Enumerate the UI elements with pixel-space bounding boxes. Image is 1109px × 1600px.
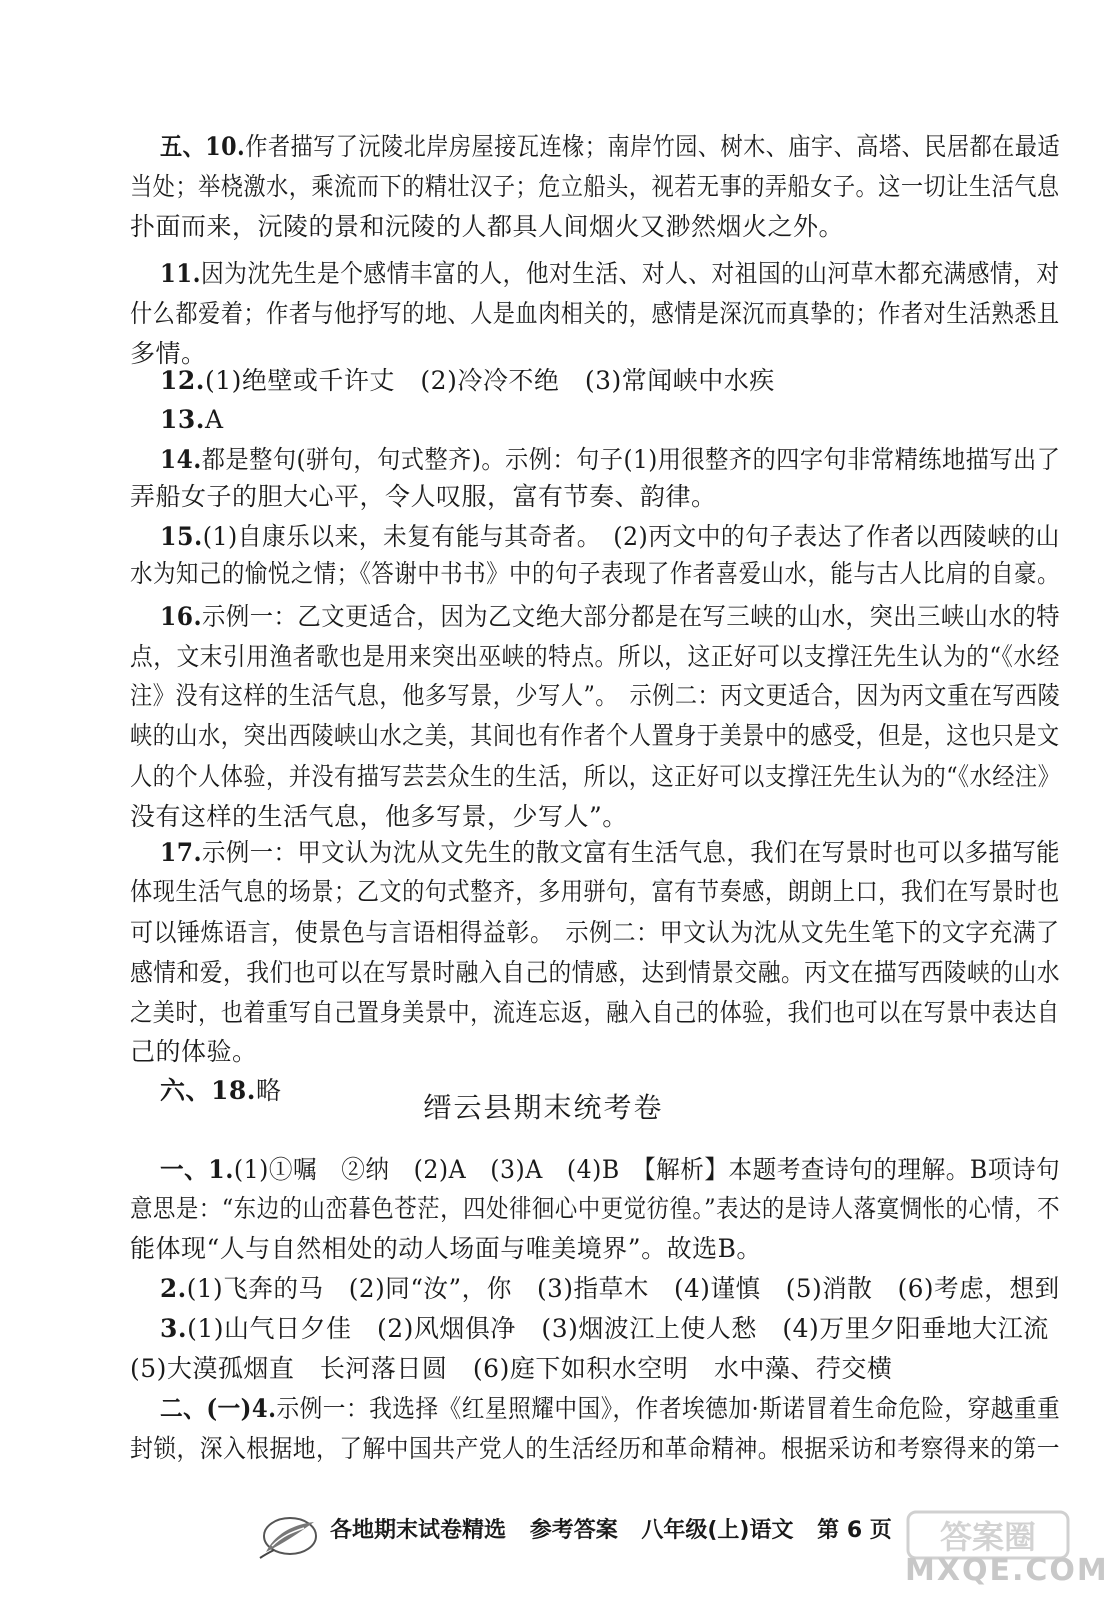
text-line <box>160 1153 1060 1187</box>
text-line <box>160 520 1060 554</box>
text-line <box>130 996 1060 1030</box>
line-text: A <box>205 405 224 434</box>
text-line <box>130 297 1060 331</box>
line-text: 意思是：“东边的山峦暮色苍茫，四处徘徊心中更觉彷徨。”表达的是诗人落寞惆怅的心情，不 <box>130 1194 1061 1223</box>
text-line <box>130 1232 762 1266</box>
text-line <box>130 679 1060 713</box>
question-number: 11. <box>160 259 201 288</box>
line-text: (1)自康乐以来，未复有能与其奇者。 (2)丙文中的句子表达了作者以西陵峡的山 <box>202 522 1060 551</box>
text-line <box>160 257 1060 291</box>
line-text: 可以锤炼语言，使景色与言语相得益彰。 示例二：甲文认为沈从文先生笔下的文字充满了 <box>130 918 1060 947</box>
footer-page-number: 第 6 页 <box>817 1518 892 1543</box>
line-text: 己的体验。 <box>130 1037 258 1066</box>
page-footer <box>330 1516 908 1546</box>
line-text: 作者描写了沅陵北岸房屋接瓦连椽；南岸竹园、树木、庙宇、高塔、民居都在最适 <box>245 132 1061 161</box>
line-text: 什么都爱着；作者与他抒写的地、人是血肉相关的，感情是深沉而真挚的；作者对生活熟悉且 <box>130 299 1060 328</box>
footer-label: 参考答案 <box>529 1518 618 1543</box>
line-text: 略 <box>256 1076 282 1105</box>
line-text: 体现生活气息的场景；乙文的句式整齐，多用骈句，富有节奏感，朗朗上口，我们在写景时也 <box>130 877 1060 906</box>
text-line <box>130 956 1060 990</box>
question-number: 二、(一)4. <box>160 1394 277 1423</box>
line-text: (1)①嘱 ②纳 (2)A (3)A (4)B 【解析】本题考查诗句的理解。B项诗句 <box>233 1155 1061 1184</box>
text-line <box>130 800 628 834</box>
text-line <box>130 875 1060 909</box>
text-line <box>130 170 1060 204</box>
footer-leaf-logo-icon <box>252 1506 322 1566</box>
question-number: 14. <box>160 445 202 474</box>
text-line <box>130 480 717 514</box>
question-number: 3. <box>160 1314 188 1343</box>
text-line <box>160 836 1060 870</box>
text-line <box>130 557 1060 591</box>
question-number: 12. <box>160 366 205 395</box>
text-line <box>160 1392 1060 1426</box>
line-text: 因为沈先生是个感情丰富的人，他对生活、对人、对祖国的山河草木都充满感情，对 <box>200 259 1060 288</box>
line-text: 注》没有这样的生活气息，他多写景，少写人”。 示例二：丙文更适合，因为丙文重在写西陵 <box>130 681 1061 710</box>
section-title: 缙云县期末统考卷 <box>423 1091 664 1124</box>
text-line <box>160 1312 1049 1346</box>
question-number: 15. <box>160 522 203 551</box>
line-text: 示例一：甲文认为沈从文先生的散文富有生活气息，我们在写景时也可以多描写能 <box>202 838 1061 867</box>
text-line <box>130 760 1060 794</box>
text-line <box>130 719 1060 753</box>
line-text: 之美时，也着重写自己置身美景中，流连忘返，融入自己的体验，我们也可以在写景中表达自 <box>130 998 1060 1027</box>
question-number: 六、18. <box>160 1076 256 1105</box>
line-text: 示例一：我选择《红星照耀中国》，作者埃德加·斯诺冒着生命危险，穿越重重 <box>276 1394 1061 1423</box>
line-text: 感情和爱，我们也可以在写景时融入自己的情感，达到情景交融。丙文在描写西陵峡的山水 <box>130 958 1061 987</box>
text-line <box>160 403 224 437</box>
footer-series: 各地期末试卷精选 <box>330 1518 507 1543</box>
line-text: 弄船女子的胆大心平，令人叹服，富有节奏、韵律。 <box>130 482 717 511</box>
text-line <box>130 916 1060 950</box>
text-line <box>160 443 1060 477</box>
line-text: 都是整句(骈句，句式整齐)。示例：句子(1)用很整齐的四字句非常精练地描写出了 <box>201 445 1061 474</box>
question-number: 13. <box>160 405 205 434</box>
line-text: 没有这样的生活气息，他多写景，少写人”。 <box>130 802 628 831</box>
watermark-brand: 答案圈 <box>939 1518 1037 1556</box>
line-text: (1)山气日夕佳 (2)风烟俱净 (3)烟波江上使人愁 (4)万里夕阳垂地大江流 <box>187 1314 1049 1343</box>
line-text: 扑面而来，沅陵的景和沅陵的人都具人间烟火又渺然烟火之外。 <box>130 212 845 241</box>
line-text: 多情。 <box>130 339 207 368</box>
text-line <box>160 364 775 398</box>
text-line <box>130 210 844 244</box>
line-text: 封锁，深入根据地，了解中国共产党人的生活经历和革命精神。根据采访和考察得来的第一 <box>130 1434 1061 1463</box>
line-text: 水为知己的愉悦之情；《答谢中书书》中的句子表现了作者喜爱山水，能与古人比肩的自豪。 <box>130 559 1061 588</box>
text-line <box>160 130 1060 164</box>
line-text: 人的个人体验，并没有描写芸芸众生的生活，所以，这正好可以支撑汪先生认为的“《水经注》 <box>130 762 1061 791</box>
line-text: 峡的山水，突出西陵峡山水之美，其间也有作者个人置身于美景中的感受，但是，这也只是文 <box>130 721 1060 750</box>
question-number: 一、1. <box>160 1155 234 1184</box>
question-number: 17. <box>160 838 203 867</box>
line-text: (1)飞奔的马 (2)同“汝”，你 (3)指草木 (4)谨慎 (5)消散 (6)考虑，想到 <box>186 1274 1060 1303</box>
line-text: (1)绝壁或千许丈 (2)冷冷不绝 (3)常闻峡中水疾 <box>205 366 775 395</box>
line-text: 点，文末引用渔者歌也是用来突出巫峡的特点。所以，这正好可以支撑汪先生认为的“《水经 <box>130 642 1060 671</box>
text-line <box>130 1352 892 1386</box>
question-number: 16. <box>160 602 203 631</box>
watermark-text: MXQE.COM <box>905 1553 1109 1588</box>
line-text: 示例一：乙文更适合，因为乙文绝大部分都是在写三峡的山水，突出三峡山水的特 <box>202 602 1061 631</box>
question-number: 五、10. <box>160 132 246 161</box>
line-text: 当处；举桡激水，乘流而下的精壮汉子；危立船头，视若无事的弄船女子。这一切让生活气息 <box>130 172 1060 201</box>
text-line <box>160 1272 1060 1306</box>
line-text: 能体现“人与自然相处的动人场面与唯美境界”。故选B。 <box>130 1234 762 1263</box>
line-text: (5)大漠孤烟直 长河落日圆 (6)庭下如积水空明 水中藻、荇交横 <box>130 1354 893 1383</box>
text-line <box>130 640 1060 674</box>
text-line <box>130 1432 1060 1466</box>
footer-grade: 八年级(上)语文 <box>641 1518 794 1543</box>
question-number: 2. <box>160 1274 187 1303</box>
text-line <box>130 1192 1060 1226</box>
text-line <box>130 1035 258 1069</box>
text-line <box>160 600 1060 634</box>
